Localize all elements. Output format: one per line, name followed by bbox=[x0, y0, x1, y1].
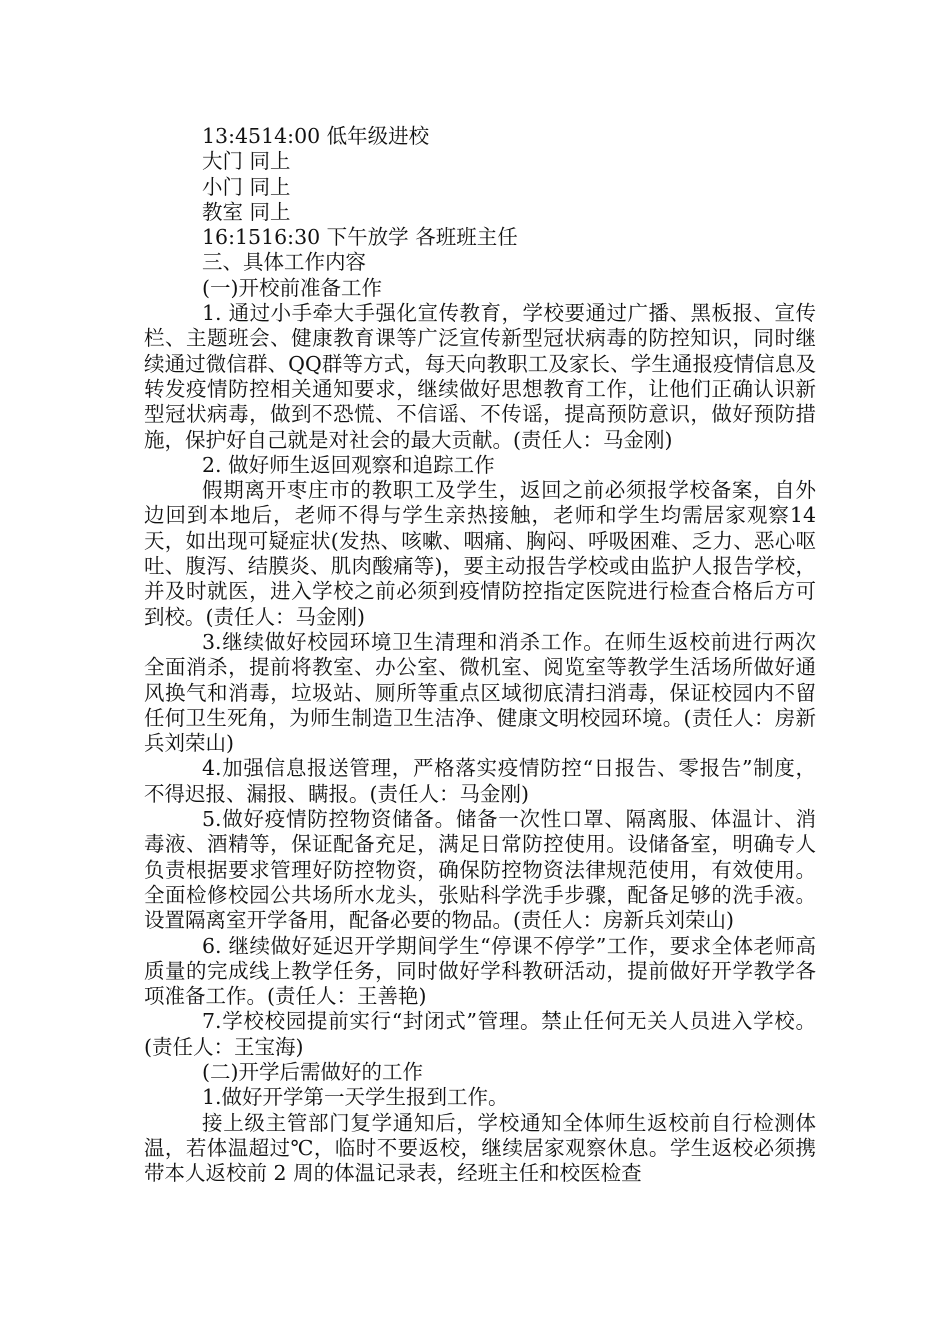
schedule-line-4: 教室 同上 bbox=[202, 199, 291, 224]
subsection-heading-1: (一)开校前准备工作 bbox=[202, 275, 382, 300]
paragraph-item-2-1: 接上级主管部门复学通知后，学校通知全体师生返校前自行检测体温，若体温超过℃，临时不要返校，继续居家观察休息。学生返校必须携带本人返校前 2 周的体温记录表，经班主任和校医检查 bbox=[144, 1110, 816, 1186]
paragraph-item-5: 5.做好疫情防控物资储备。储备一次性口罩、隔离服、体温计、消毒液、酒精等，保证配备充足，满足日常防控使用。设储备室，明确专人负责根据要求管理好防控物资，确保防控物资法律规范使用，有效使用。全面检修校园公共场所水龙头，张贴科学洗手步骤，配备足够的洗手液。设置隔离室开学备用，配备必要的物品。(责任人：房新兵刘荣山) bbox=[144, 807, 816, 933]
paragraph-item-7: 7.学校校园提前实行“封闭式”管理。禁止任何无关人员进入学校。(责任人：王宝海) bbox=[144, 1009, 816, 1059]
schedule-line-5: 16:1516:30 下午放学 各班班主任 bbox=[202, 225, 518, 250]
paragraph-item-1: 1. 通过小手牵大手强化宣传教育，学校要通过广播、黑板报、宣传栏、主题班会、健康教育课等广泛宣传新型冠状病毒的防控知识，同时继续通过微信群、QQ群等方式，每天向教职工及家长、学生通报疫情信息及转发疫情防控相关通知要求，继续做好思想教育工作，让他们正确认识新型冠状病毒，做到不恐慌、不信谣、不传谣，提高预防意识，做好预防措施，保护好自己就是对社会的最大贡献。(责任人：马金刚) bbox=[144, 301, 816, 452]
schedule-line-2: 大门 同上 bbox=[202, 149, 291, 174]
document-page bbox=[144, 124, 816, 1186]
schedule-line-1: 13:4514:00 低年级进校 bbox=[202, 124, 430, 148]
paragraph-item-6: 6. 继续做好延迟开学期间学生“停课不停学”工作，要求全体老师高质量的完成线上教学任务，同时做好学科教研活动，提前做好开学教学各项准备工作。(责任人：王善艳) bbox=[144, 933, 816, 1009]
section-heading: 三、具体工作内容 bbox=[202, 250, 366, 275]
item-2-1-heading: 1.做好开学第一天学生报到工作。 bbox=[202, 1085, 509, 1110]
item-2-heading: 2. 做好师生返回观察和追踪工作 bbox=[202, 452, 495, 477]
schedule-line-3: 小门 同上 bbox=[202, 174, 291, 199]
paragraph-item-4: 4.加强信息报送管理，严格落实疫情防控“日报告、零报告”制度，不得迟报、漏报、瞒报。(责任人：马金刚) bbox=[144, 756, 816, 806]
subsection-heading-2: (二)开学后需做好的工作 bbox=[202, 1059, 423, 1084]
paragraph-item-2: 假期离开枣庄市的教职工及学生，返回之前必须报学校备案，自外边回到本地后，老师不得与学生亲热接触，老师和学生均需居家观察14天，如出现可疑症状(发热、咳嗽、咽痛、胸闷、呼吸困难、乏力、恶心呕吐、腹泻、结膜炎、肌肉酸痛等)，要主动报告学校或由监护人报告学校，并及时就医，进入学校之前必须到疫情防控指定医院进行检查合格后方可到校。(责任人：马金刚) bbox=[144, 478, 816, 629]
paragraph-item-3: 3.继续做好校园环境卫生清理和消杀工作。在师生返校前进行两次全面消杀，提前将教室、办公室、微机室、阅览室等教学生活场所做好通风换气和消毒，垃圾站、厕所等重点区域彻底清扫消毒，保证校园内不留任何卫生死角，为师生制造卫生洁净、健康文明校园环境。(责任人：房新兵刘荣山) bbox=[144, 629, 816, 756]
